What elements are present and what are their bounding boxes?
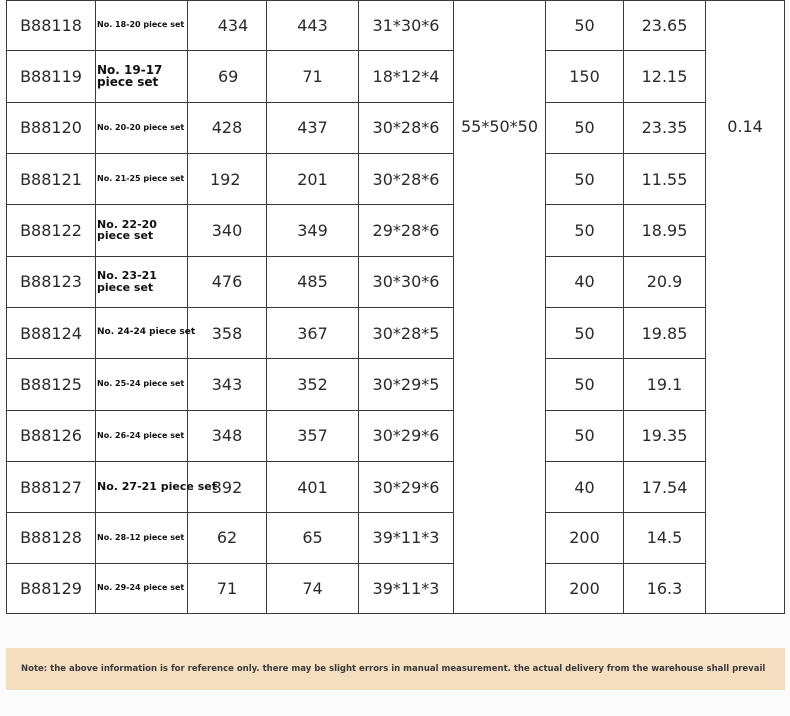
table-row [7,51,785,102]
item-size: 30*30*6 [359,256,454,307]
value-b: 437 [267,102,359,153]
item-size: 30*29*6 [359,410,454,461]
table-row [7,153,785,204]
item-name-cell [96,153,188,204]
value-a: 434 [188,1,267,51]
item-qty: 40 [546,461,624,512]
value-a: 71 [188,563,267,613]
item-qty: 150 [546,51,624,102]
item-name-cell [96,256,188,307]
value-b: 485 [267,256,359,307]
item-name: No. 29-24 piece set [97,583,185,593]
item-name-cell [96,1,188,51]
item-code: B88123 [7,256,96,307]
value-b: 352 [267,359,359,410]
item-weight: 14.5 [624,513,706,563]
item-size: 30*28*6 [359,153,454,204]
table-row [7,307,785,358]
item-name-cell [96,461,217,512]
table-row [7,205,785,256]
item-name: No. 26-24 piece set [97,430,185,440]
item-name: No. 24-24 piece set [97,327,196,338]
item-size: 39*11*3 [359,563,454,613]
item-size: 31*30*6 [359,1,454,51]
reference-note-text: Note: the above information is for reference only. there may be slight errors in manual measurement. the actual delivery from the warehouse shall prevail [21,664,766,674]
value-b: 349 [267,205,359,256]
item-code: B88129 [7,563,96,613]
value-a: 62 [188,513,267,563]
item-qty: 50 [546,410,624,461]
item-weight: 12.15 [624,51,706,102]
table-row [7,102,785,153]
product-spec-table [6,0,785,614]
item-qty: 50 [546,1,624,51]
table-row [7,513,785,563]
item-code: B88118 [7,1,96,51]
table-row [7,256,785,307]
item-name-cell [96,205,188,256]
item-name-cell [96,410,188,461]
item-name-cell [96,307,196,358]
volume: 0.14 [706,1,785,614]
item-weight: 16.3 [624,563,706,613]
item-size: 39*11*3 [359,513,454,563]
value-b: 367 [267,307,359,358]
item-name: No. 20-20 piece set [97,122,185,132]
table-row [7,461,785,512]
item-size: 30*28*5 [359,307,454,358]
value-a: 343 [188,359,267,410]
item-name: No. 19-17 piece set [97,62,163,90]
value-b: 71 [267,51,359,102]
item-weight: 11.55 [624,153,706,204]
item-name-cell [96,102,188,153]
table-row [7,1,785,51]
item-name-cell [96,359,188,410]
item-weight: 23.35 [624,102,706,153]
item-weight: 17.54 [624,461,706,512]
item-code: B88122 [7,205,96,256]
value-a: 358 [188,307,267,358]
item-qty: 200 [546,513,624,563]
item-weight: 19.85 [624,307,706,358]
item-code: B88125 [7,359,96,410]
item-weight: 23.65 [624,1,706,51]
value-a: 340 [188,205,267,256]
item-code: B88119 [7,51,96,102]
item-size: 30*28*6 [359,102,454,153]
item-size: 30*29*5 [359,359,454,410]
item-qty: 50 [546,307,624,358]
value-a: 392 [188,461,267,512]
item-size: 18*12*4 [359,51,454,102]
table-row [7,359,785,410]
reference-note [6,648,785,690]
item-name: No. 18-20 piece set [97,20,185,30]
item-weight: 20.9 [624,256,706,307]
item-code: B88127 [7,461,96,512]
value-a: 192 [188,153,267,204]
item-name: No. 28-12 piece set [97,532,185,542]
value-b: 443 [267,1,359,51]
item-name: No. 25-24 piece set [97,379,185,389]
item-qty: 50 [546,205,624,256]
value-b: 201 [267,153,359,204]
item-qty: 50 [546,153,624,204]
value-a: 428 [188,102,267,153]
item-name: No. 27-21 piece set [97,480,217,494]
item-name: No. 22-20 piece set [97,217,157,243]
item-name-cell [96,513,188,563]
item-weight: 19.35 [624,410,706,461]
table-row [7,563,785,613]
item-name: No. 21-25 piece set [97,173,185,183]
carton-size: 55*50*50 [454,1,546,614]
value-b: 401 [267,461,359,512]
item-code: B88126 [7,410,96,461]
item-code: B88124 [7,307,96,358]
item-code: B88120 [7,102,96,153]
item-qty: 40 [546,256,624,307]
item-weight: 18.95 [624,205,706,256]
item-qty: 50 [546,359,624,410]
item-qty: 50 [546,102,624,153]
table-row [7,410,785,461]
item-name-cell [96,51,188,102]
item-code: B88128 [7,513,96,563]
value-b: 65 [267,513,359,563]
value-b: 357 [267,410,359,461]
value-a: 476 [188,256,267,307]
item-code: B88121 [7,153,96,204]
item-name: No. 23-21 piece set [97,269,157,294]
item-size: 30*29*6 [359,461,454,512]
item-size: 29*28*6 [359,205,454,256]
value-a: 69 [188,51,267,102]
value-a: 348 [188,410,267,461]
item-qty: 200 [546,563,624,613]
item-weight: 19.1 [624,359,706,410]
value-b: 74 [267,563,359,613]
item-name-cell [96,563,188,613]
